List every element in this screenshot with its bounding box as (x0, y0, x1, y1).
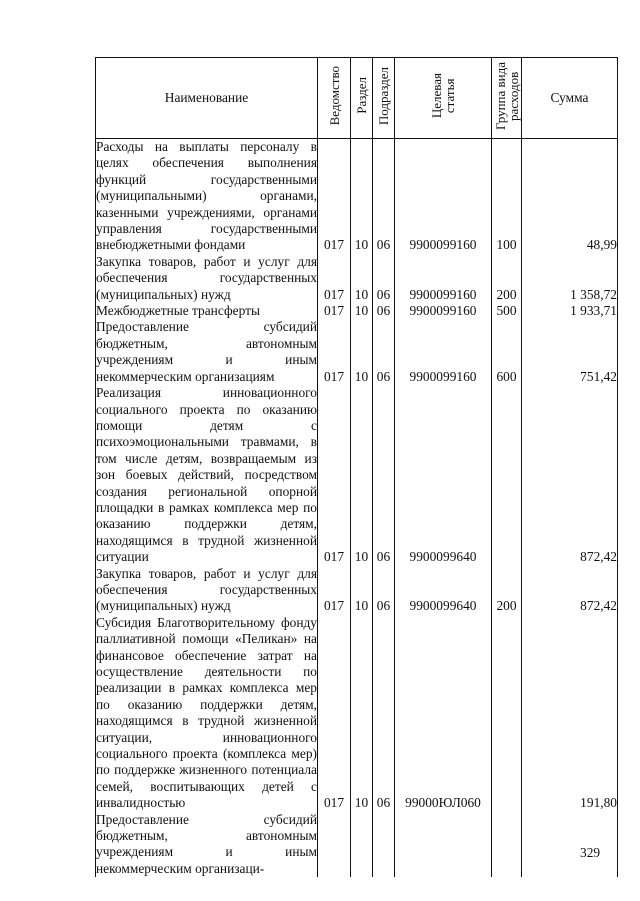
cell-cel (395, 812, 492, 878)
cell-sum (522, 812, 618, 878)
header-podrazdel: Подраздел (373, 58, 395, 139)
cell-grp (492, 385, 522, 565)
cell-sum: 48,99 (522, 139, 618, 254)
cell-grp: 600 (492, 319, 522, 385)
cell-raz: 10 (351, 566, 373, 615)
cell-raz: 10 (351, 303, 373, 319)
cell-pod: 06 (373, 615, 395, 812)
cell-raz: 10 (351, 254, 373, 303)
cell-name: Межбюджетные трансферты (96, 303, 318, 319)
cell-cel: 9900099160 (395, 303, 492, 319)
cell-sum: 1 933,71 (522, 303, 618, 319)
header-celevaya: Целевая статья (395, 58, 492, 139)
cell-cel: 99000ЮЛ060 (395, 615, 492, 812)
cell-ved: 017 (318, 615, 351, 812)
cell-pod: 06 (373, 254, 395, 303)
cell-ved: 017 (318, 303, 351, 319)
table-row (96, 615, 618, 812)
cell-pod: 06 (373, 385, 395, 565)
cell-ved: 017 (318, 319, 351, 385)
cell-sum: 751,42 (522, 319, 618, 385)
cell-sum: 872,42 (522, 385, 618, 565)
cell-pod: 06 (373, 303, 395, 319)
header-name: Наименование (96, 58, 318, 139)
budget-table (95, 57, 618, 877)
table-row (96, 303, 618, 319)
cell-name: Предоставление субсидий бюджетным, автономным учреждениям и иным некоммерческим организаци- (96, 811, 317, 876)
cell-grp (492, 812, 522, 878)
header-vedomstvo: Ведомство (318, 58, 351, 139)
cell-name: Предоставление субсидий бюджетным, автономным учреждениям и иным некоммерческим организациям (96, 319, 317, 384)
header-razdel: Раздел (351, 58, 373, 139)
cell-cel: 9900099160 (395, 319, 492, 385)
cell-raz: 10 (351, 615, 373, 812)
cell-cel: 9900099640 (395, 385, 492, 565)
cell-ved: 017 (318, 254, 351, 303)
cell-cel: 9900099640 (395, 566, 492, 615)
cell-name: Субсидия Благотворительному фонду паллиативной помощи «Пеликан» на финансовое обеспечение затрат на осуществление деятельности по реализации в рамках комплекса мер по оказанию поддержки детям, находящимся в трудной жизненной ситуации, инновационного социального проекта (комплекса мер) по поддержке жизненного потенциала семей, воспитывающих детей с инвалидностью (96, 614, 317, 811)
cell-ved: 017 (318, 139, 351, 254)
cell-ved: 017 (318, 385, 351, 565)
cell-pod (373, 812, 395, 878)
cell-ved: 017 (318, 566, 351, 615)
cell-pod: 06 (373, 566, 395, 615)
page-number: 329 (580, 845, 601, 860)
cell-raz (351, 812, 373, 878)
cell-name: Закупка товаров, работ и услуг для обеспечения государственных (муниципальных) нужд (96, 565, 317, 614)
cell-name: Закупка товаров, работ и услуг для обеспечения государственных (муниципальных) нужд (96, 253, 317, 302)
cell-grp: 500 (492, 303, 522, 319)
cell-pod: 06 (373, 139, 395, 254)
cell-sum: 872,42 (522, 566, 618, 615)
table-row (96, 319, 618, 385)
cell-name: Реализация инновационного социального проекта по оказанию помощи детям с психоэмоциональными травмами, в том числе детям, возвращаемым из зон боевых действий, посредством создания региональной опорной площадки в рамках комплекса мер по оказанию поддержки детям, находящимся в трудной жизненной ситуации (96, 385, 317, 565)
table-row (96, 812, 618, 878)
cell-grp: 200 (492, 566, 522, 615)
cell-raz: 10 (351, 319, 373, 385)
header-gruppa: Группа вида расходов (492, 58, 522, 139)
cell-pod: 06 (373, 319, 395, 385)
cell-sum: 191,80 (522, 615, 618, 812)
cell-grp: 100 (492, 139, 522, 254)
cell-cel: 9900099160 (395, 254, 492, 303)
header-row (96, 58, 618, 139)
table-row (96, 254, 618, 303)
table-row (96, 385, 618, 565)
cell-grp: 200 (492, 254, 522, 303)
table-row (96, 566, 618, 615)
cell-ved (318, 812, 351, 878)
cell-name: Расходы на выплаты персоналу в целях обеспечения выполнения функций государственными (муниципальными) органами, казенными учреждениями, органами управления государственными внебюджетными фондами (96, 139, 317, 253)
cell-raz: 10 (351, 385, 373, 565)
table-row (96, 139, 618, 254)
cell-raz: 10 (351, 139, 373, 254)
cell-sum: 1 358,72 (522, 254, 618, 303)
cell-cel: 9900099160 (395, 139, 492, 254)
header-summa: Сумма (522, 58, 618, 139)
cell-grp (492, 615, 522, 812)
